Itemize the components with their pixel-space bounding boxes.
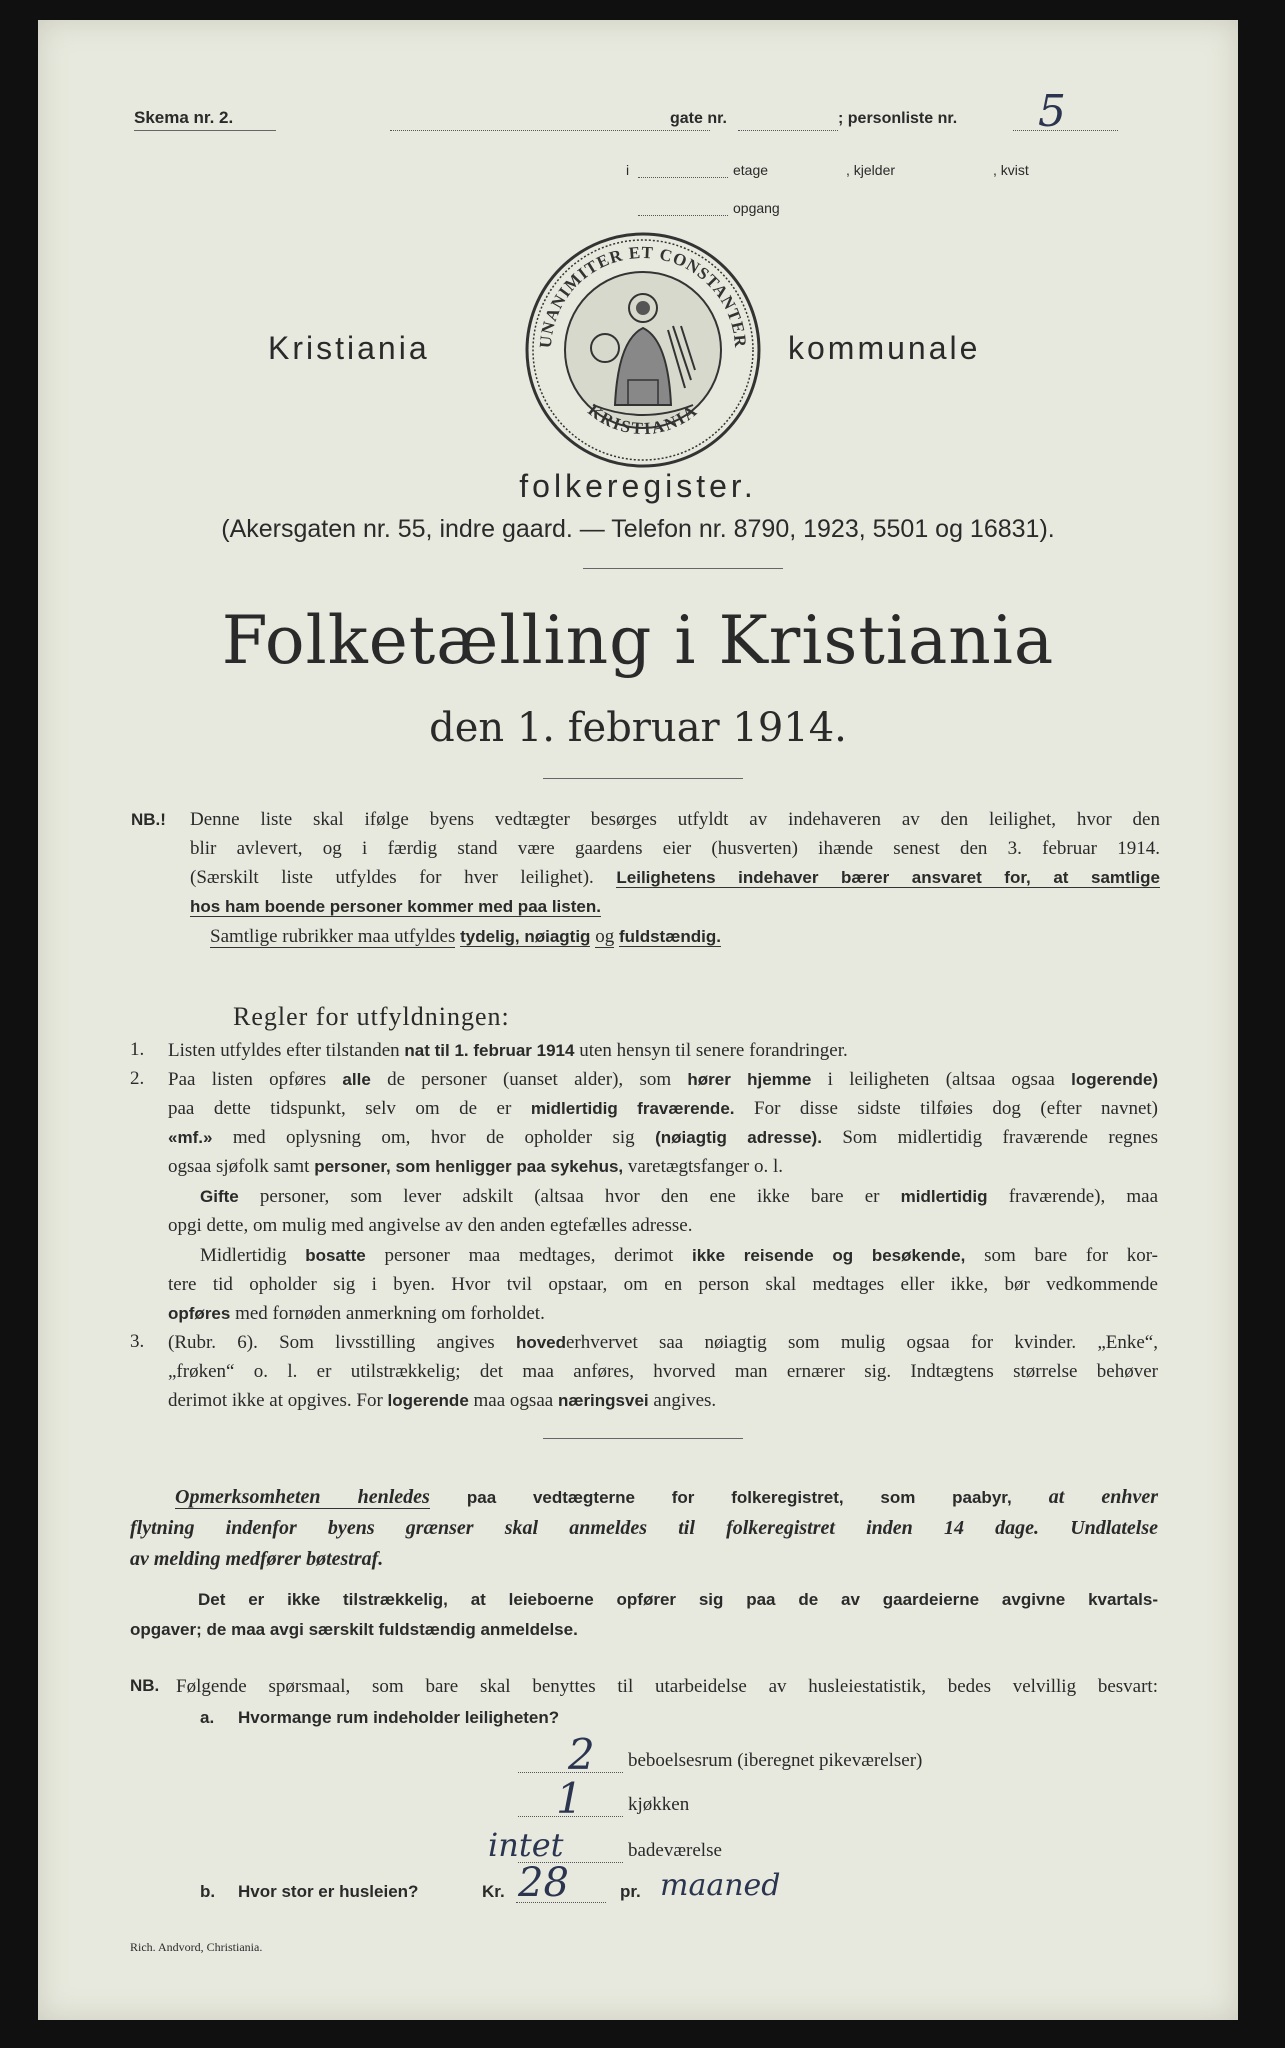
personliste-label: ; personliste nr. bbox=[838, 110, 958, 127]
rule2-line6: opgi dette, om mulig med angivelse av den anden egtefælles adresse. bbox=[168, 1215, 693, 1236]
rule2-number: 2. bbox=[130, 1068, 145, 1089]
nb1-line3 bbox=[190, 863, 1160, 892]
rule2-l7c: personer maa medtages, derimot bbox=[384, 1245, 674, 1266]
rule2-line3 bbox=[168, 1123, 1158, 1152]
date-title: den 1. februar 1914. bbox=[429, 705, 847, 751]
rule2-l9a: opføres bbox=[168, 1304, 231, 1323]
rent-field[interactable] bbox=[516, 1902, 606, 1903]
pr-label: pr. bbox=[620, 1882, 641, 1901]
rule2-l5d: fraværende), maa bbox=[1008, 1186, 1159, 1207]
question-b-text: Hvor stor er husleien? bbox=[238, 1882, 419, 1901]
nb1-line4-wrap bbox=[190, 892, 1160, 921]
rule3-line1 bbox=[168, 1328, 1158, 1357]
rule2-line5 bbox=[200, 1182, 1158, 1211]
rule1a: Listen utfyldes efter tilstanden bbox=[168, 1040, 400, 1061]
rule3-l1c: erhvervet saa nøiagtig som mulig ogsaa for kvinder. „Enke“, bbox=[566, 1332, 1158, 1353]
nb2-label: NB. bbox=[130, 1676, 160, 1695]
rule2-line1 bbox=[168, 1065, 1158, 1094]
office-left-word: Kristiania bbox=[268, 330, 430, 366]
rule2-l1d: hører hjemme bbox=[687, 1070, 812, 1089]
nb2-intro: Følgende spørsmaal, som bare skal benyttes til utarbeidelse av husleiestatistik, bedes velvillig besvart: bbox=[176, 1676, 1158, 1697]
rule2-l7a: Midlertidig bbox=[200, 1245, 287, 1266]
rule3-l3e: angives. bbox=[653, 1390, 717, 1411]
rule2-line8: tere tid opholder sig i byen. Hvor tvil opstaar, om en person skal medtages eller ikke, bør vedkommende bbox=[168, 1274, 1158, 1295]
personliste-value: 5 bbox=[1038, 86, 1066, 137]
i-label: i bbox=[626, 162, 630, 178]
question-b-label: b. bbox=[200, 1882, 216, 1901]
rooms-label: beboelsesrum (iberegnet pikeværelser) bbox=[628, 1750, 923, 1771]
kvist-label: , kvist bbox=[993, 162, 1029, 178]
nb1-line1: Denne liste skal ifølge byens vedtægter besørges utfyldt av indehaveren av den leilighet, hvor den bbox=[190, 809, 1160, 830]
rule2-l2b: midlertidig fraværende. bbox=[530, 1099, 735, 1118]
rule2-l3a: «mf.» bbox=[168, 1128, 213, 1147]
nb1-line4: hos ham boende personer kommer med paa listen. bbox=[190, 897, 601, 916]
notice-p2-line2: opgaver; de maa avgi særskilt fuldstændig anmeldelse. bbox=[130, 1620, 578, 1639]
main-title: Folketælling i Kristiania bbox=[221, 602, 1055, 679]
rule2-l7e: som bare for kor- bbox=[984, 1245, 1159, 1266]
skema-underline bbox=[134, 130, 276, 131]
nb1-line5b: tydelig, nøiagtig bbox=[460, 927, 591, 946]
notice-p2-line1: Det er ikke tilstrækkelig, at leieboerne opfører sig paa de av gaardeierne avgivne kvartals- bbox=[198, 1590, 1158, 1609]
office-address: (Akersgaten nr. 55, indre gaard. — Telefon nr. 8790, 1923, 5501 og 16831). bbox=[221, 515, 1055, 543]
rule1-text bbox=[168, 1036, 1158, 1065]
rule2-l2a: paa dette tidspunkt, selv om de er bbox=[168, 1098, 512, 1119]
notice-l1b: paa vedtægterne for folkeregistret, som paabyr, bbox=[466, 1488, 1012, 1507]
rule2-l5c: midlertidig bbox=[900, 1187, 988, 1206]
notice-line1 bbox=[130, 1483, 1158, 1512]
rule2-line2 bbox=[168, 1094, 1158, 1123]
rule1c: uten hensyn til senere forandringer. bbox=[579, 1040, 848, 1061]
rooms-field[interactable] bbox=[518, 1772, 623, 1773]
nb1-line5 bbox=[210, 922, 1160, 951]
city-seal bbox=[523, 230, 763, 470]
rule1-number: 1. bbox=[130, 1039, 145, 1060]
rule2-l4a: ogsaa sjøfolk samt bbox=[168, 1156, 310, 1177]
rule3-l3d: næringsvei bbox=[557, 1391, 649, 1410]
rule2-l7b: bosatte bbox=[305, 1246, 366, 1265]
rule2-l1c: de personer (uanset alder), som bbox=[387, 1069, 672, 1090]
rule2-l1a: Paa listen opføres bbox=[168, 1069, 327, 1090]
rule3-l1a: (Rubr. 6). Som livsstilling angives bbox=[168, 1332, 495, 1353]
notice-l1c: at enhver bbox=[1048, 1486, 1159, 1508]
office-right-word: kommunale bbox=[788, 330, 981, 366]
rule2-l1e: i leiligheten (altsaa ogsaa bbox=[827, 1069, 1055, 1090]
rule2-l3c: (nøiagtig adresse). bbox=[655, 1128, 822, 1147]
rule2-l1f: logerende) bbox=[1071, 1070, 1158, 1089]
rule2-l3b: med oplysning om, hvor de opholder sig bbox=[232, 1127, 635, 1148]
etage-label: etage bbox=[733, 162, 769, 178]
rule2-l4b: personer, som henligger paa sykehus, bbox=[314, 1157, 624, 1176]
notice-line2: flytning indenfor byens grænser skal anmeldes til folkeregistret inden 14 dage. Undlatelse bbox=[130, 1517, 1158, 1539]
rule2-l1b: alle bbox=[342, 1070, 371, 1089]
divider-1 bbox=[583, 568, 783, 569]
rule2-l3d: Som midlertidig fraværende regnes bbox=[842, 1127, 1158, 1148]
rule2-l4c: varetægtsfanger o. l. bbox=[627, 1156, 784, 1177]
gate-number-field[interactable] bbox=[738, 130, 838, 131]
nb1-line5c: og bbox=[595, 926, 615, 947]
rule2-l7d: ikke reisende og besøkende, bbox=[691, 1246, 966, 1265]
rules-heading: Regler for utfyldningen: bbox=[233, 1002, 510, 1031]
notice-l1a: Opmerksomheten henledes bbox=[175, 1486, 430, 1508]
document-page bbox=[38, 20, 1238, 2020]
skema-label: Skema nr. 2. bbox=[134, 108, 234, 127]
rule2-l2c: For disse sidste tilføies dog (efter navnet) bbox=[754, 1098, 1159, 1119]
nb1-line3a: (Særskilt liste utfyldes for hver leilighet). bbox=[190, 867, 594, 888]
nb1-line2: blir avlevert, og i færdig stand være gaardens eier (husverten) ihænde senest den 3. februar 1914. bbox=[190, 838, 1160, 859]
period-value: maaned bbox=[660, 1868, 781, 1903]
rule2-l5b: personer, som lever adskilt (altsaa hvor den ene ikke bare er bbox=[259, 1186, 880, 1207]
gate-label: gate nr. bbox=[670, 110, 727, 127]
question-a-text: Hvormange rum indeholder leiligheten? bbox=[238, 1708, 560, 1727]
divider-2 bbox=[543, 778, 743, 779]
rule2-line9 bbox=[168, 1299, 1158, 1328]
nb1-label: NB.! bbox=[131, 810, 166, 829]
nb1-line5a: Samtlige rubrikker maa utfyldes bbox=[210, 926, 456, 947]
kitchen-value: 1 bbox=[556, 1774, 583, 1823]
rent-value: 28 bbox=[518, 1860, 569, 1906]
rule3-l3c: maa ogsaa bbox=[473, 1390, 554, 1411]
opgang-label: opgang bbox=[733, 200, 780, 216]
kitchen-field[interactable] bbox=[518, 1816, 623, 1817]
rule2-line4 bbox=[168, 1152, 1158, 1181]
rule3-line2: „frøken“ o. l. er utilstrækkelig; det maa anføres, hvorved man ernærer sig. Indtægtens størrelse behøver bbox=[168, 1361, 1158, 1382]
kjelder-label: , kjelder bbox=[846, 162, 896, 178]
seal-bottom-text: KRISTIANIA bbox=[584, 400, 702, 439]
notice-line3: av melding medfører bøtestraf. bbox=[130, 1548, 384, 1570]
rule2-l9b: med fornøden anmerkning om forholdet. bbox=[235, 1303, 545, 1324]
rule3-number: 3. bbox=[130, 1331, 145, 1352]
rule3-l3a: derimot ikke at opgives. For bbox=[168, 1390, 383, 1411]
kitchen-label: kjøkken bbox=[628, 1794, 690, 1815]
rule3-l3b: logerende bbox=[387, 1391, 469, 1410]
opgang-field[interactable] bbox=[638, 215, 728, 216]
printer-credit: Rich. Andvord, Christiania. bbox=[130, 1940, 263, 1954]
nb1-line5d: fuldstændig. bbox=[618, 927, 721, 946]
kr-label: Kr. bbox=[482, 1882, 505, 1901]
rule2-line7 bbox=[200, 1241, 1158, 1270]
register-title: folkeregister. bbox=[519, 468, 757, 504]
street-field[interactable] bbox=[390, 130, 710, 131]
divider-3 bbox=[543, 1438, 743, 1439]
floor-field[interactable] bbox=[638, 177, 728, 178]
rule2-l5a: Gifte bbox=[200, 1187, 239, 1206]
rooms-value: 2 bbox=[568, 1730, 595, 1779]
rule1b: nat til 1. februar 1914 bbox=[404, 1041, 575, 1060]
bath-value: intet bbox=[488, 1826, 564, 1864]
nb1-line3b: Leilighetens indehaver bærer ansvaret for, at samtlige bbox=[616, 868, 1160, 887]
rule3-l1b: hoved bbox=[515, 1333, 566, 1352]
rule3-line3 bbox=[168, 1386, 1158, 1415]
question-a-label: a. bbox=[200, 1708, 215, 1727]
seal-top-text: UNANIMITER ET CONSTANTER bbox=[535, 242, 751, 349]
bath-label: badeværelse bbox=[628, 1840, 722, 1861]
